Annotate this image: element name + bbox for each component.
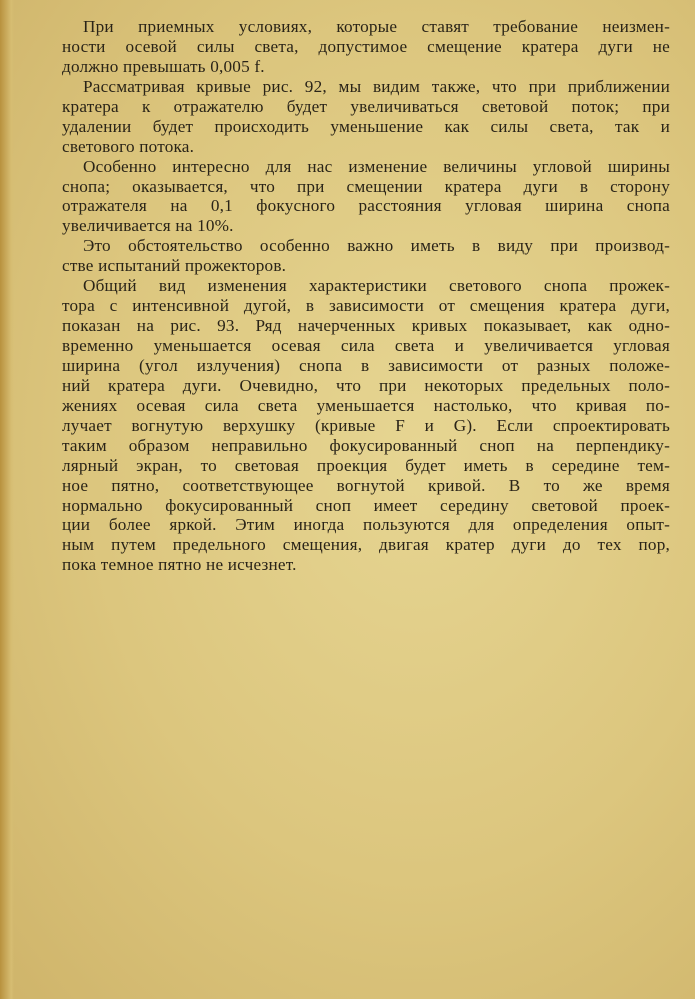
text-line: должно превышать 0,005 f.	[62, 56, 265, 76]
text-line: увеличивается на 10%.	[62, 216, 234, 236]
text-line: Общий вид изменения характеристики светового снопа прожек-	[83, 276, 670, 296]
text-line: ширина (угол излучения) снопа в зависимости от разных положе-	[62, 355, 670, 375]
text-line: пока темное пятно не исчезнет.	[62, 555, 297, 575]
text-line: временно уменьшается осевая сила света и увеличивается угловая	[62, 336, 670, 355]
text-line: тора с интенсивной дугой, в зависимости от смещения кратера дуги,	[62, 296, 670, 316]
text-line: ции более яркой. Этим иногда пользуются для определения опыт-	[62, 515, 670, 535]
paragraph	[62, 77, 670, 157]
text-line: Особенно интересно для нас изменение величины угловой ширины	[83, 156, 670, 176]
text-line: показан на рис. 93. Ряд начерченных кривых показывает, как одно-	[62, 316, 670, 336]
text-line: светового потока.	[62, 136, 195, 156]
text-line: лучает вогнутую верхушку (кривые F и G). Если спроектировать	[62, 415, 670, 435]
text-line: кратера к отражателю будет увеличиваться световой поток; при	[62, 96, 670, 116]
paragraph	[62, 157, 670, 237]
text-line: лярный экран, то световая проекция будет иметь в середине тем-	[62, 455, 670, 475]
text-line: При приемных условиях, которые ставят требование неизмен-	[83, 17, 670, 36]
text-line: стве испытаний прожекторов.	[62, 256, 287, 276]
paragraph	[62, 236, 670, 276]
text-line: таким образом неправильно фокусированный сноп на перпендику-	[62, 435, 670, 455]
text-line: отражателя на 0,1 фокусного расстояния угловая ширина снопа	[62, 196, 670, 216]
page-edge	[0, 0, 14, 999]
text-line: жениях осевая сила света уменьшается настолько, что кривая по-	[62, 395, 670, 415]
text-line: Рассматривая кривые рис. 92, мы видим также, что при приближении	[83, 76, 670, 96]
text-line: снопа; оказывается, что при смещении кратера дуги в сторону	[62, 176, 670, 196]
text-line: Это обстоятельство особенно важно иметь в виду при производ-	[83, 236, 670, 256]
text-line: удалении будет происходить уменьшение как силы света, так и	[62, 116, 670, 136]
paragraph	[62, 276, 670, 575]
text-line: нормально фокусированный сноп имеет середину световой проек-	[62, 495, 670, 515]
text-line: ности осевой силы света, допустимое смещение кратера дуги не	[62, 36, 670, 56]
text-line: ное пятно, соответствующее вогнутой кривой. В то же время	[62, 475, 670, 495]
document-page	[62, 17, 670, 575]
text-line: ний кратера дуги. Очевидно, что при некоторых предельных поло-	[62, 375, 670, 395]
text-line: ным путем предельного смещения, двигая кратер дуги до тех пор,	[62, 535, 670, 555]
paragraph	[62, 17, 670, 77]
